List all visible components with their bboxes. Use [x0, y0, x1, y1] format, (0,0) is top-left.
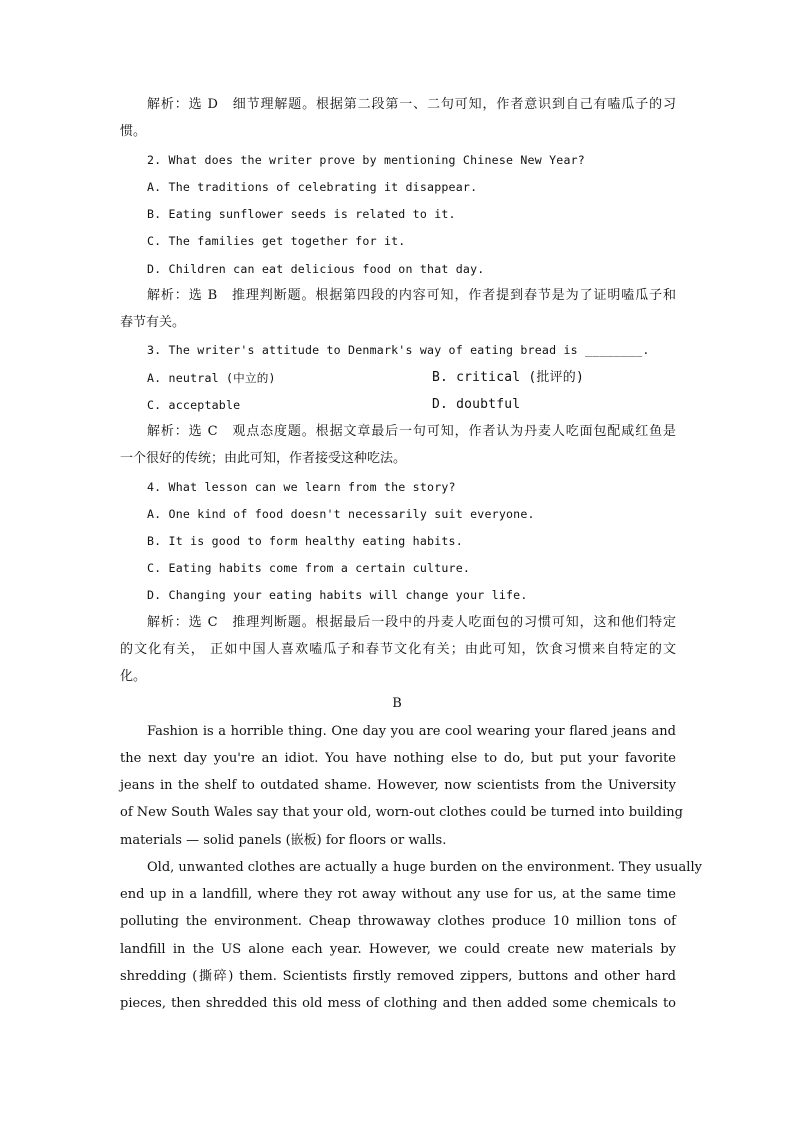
- passage-p1-line-5: materials — solid panels (嵌板) for floors or walls.: [120, 833, 447, 848]
- q3-analysis-line-1: 解析：选 C 观点态度题。根据文章最后一句可知，作者认为丹麦人吃面包配咸红鱼是: [147, 424, 676, 439]
- q2-analysis-line-2: 春节有关。: [120, 315, 186, 330]
- q2-option-a: A. The traditions of celebrating it disappear.: [147, 180, 478, 194]
- passage-p2-line-2: end up in a landfill, where they rot away without any use for us, at the same time: [120, 887, 676, 902]
- q4-option-c: C. Eating habits come from a certain culture.: [147, 561, 471, 575]
- q2-option-d: D. Children can eat delicious food on that day.: [147, 262, 485, 276]
- passage-p1-line-2: the next day you're an idiot. You have nothing else to do, but put your favorite: [120, 751, 676, 766]
- q3-option-a: A. neutral (中立的): [147, 371, 276, 385]
- q2-analysis-line-1: 解析：选 B 推理判断题。根据第四段的内容可知，作者提到春节是为了证明嗑瓜子和: [147, 288, 676, 303]
- q2-question: 2. What does the writer prove by mentioning Chinese New Year?: [147, 153, 585, 167]
- q2-option-c: C. The families get together for it.: [147, 234, 406, 248]
- q3-option-c: C. acceptable: [147, 398, 241, 412]
- q4-option-a: A. One kind of food doesn't necessarily suit everyone.: [147, 507, 535, 521]
- q4-analysis-line-3: 化。: [120, 669, 147, 684]
- q3-option-b: B. critical (批评的): [432, 370, 584, 385]
- q1-analysis-line-1: 解析：选 D 细节理解题。根据第二段第一、二句可知，作者意识到自己有嗑瓜子的习: [147, 97, 676, 112]
- passage-p2-line-3: polluting the environment. Cheap throwaway clothes produce 10 million tons of: [120, 914, 676, 929]
- q3-analysis-line-2: 一个很好的传统；由此可知，作者接受这种吃法。: [120, 451, 407, 466]
- q3-question: 3. The writer's attitude to Denmark's way of eating bread is ________.: [147, 343, 650, 357]
- q4-option-b: B. It is good to form healthy eating habits.: [147, 534, 463, 548]
- passage-p1-line-4: of New South Wales say that your old, worn-out clothes could be turned into building: [120, 805, 683, 820]
- passage-p2-line-5: shredding (撕碎) them. Scientists firstly removed zippers, buttons and other hard: [120, 969, 676, 984]
- passage-p2-line-6: pieces, then shredded this old mess of clothing and then added some chemicals to: [120, 996, 676, 1011]
- passage-p2-line-1: Old, unwanted clothes are actually a huge burden on the environment. They usually: [147, 860, 702, 875]
- q4-question: 4. What lesson can we learn from the story?: [147, 480, 456, 494]
- q4-analysis-line-1: 解析：选 C 推理判断题。根据最后一段中的丹麦人吃面包的习惯可知，这和他们特定: [147, 615, 676, 630]
- passage-p2-line-4: landfill in the US alone each year. However, we could create new materials by: [120, 942, 676, 957]
- q1-analysis-line-2: 惯。: [120, 124, 147, 139]
- section-b-heading: B: [392, 696, 402, 711]
- q3-option-d: D. doubtful: [432, 397, 521, 412]
- passage-p1-line-3: jeans in the shelf to outdated shame. However, now scientists from the University: [120, 778, 676, 793]
- q2-option-b: B. Eating sunflower seeds is related to it.: [147, 207, 456, 221]
- q4-analysis-line-2: 的文化有关， 正如中国人喜欢嗑瓜子和春节文化有关；由此可知，饮食习惯来自特定的文: [120, 642, 676, 657]
- q4-option-d: D. Changing your eating habits will change your life.: [147, 588, 528, 602]
- passage-p1-line-1: Fashion is a horrible thing. One day you are cool wearing your flared jeans and: [147, 724, 676, 739]
